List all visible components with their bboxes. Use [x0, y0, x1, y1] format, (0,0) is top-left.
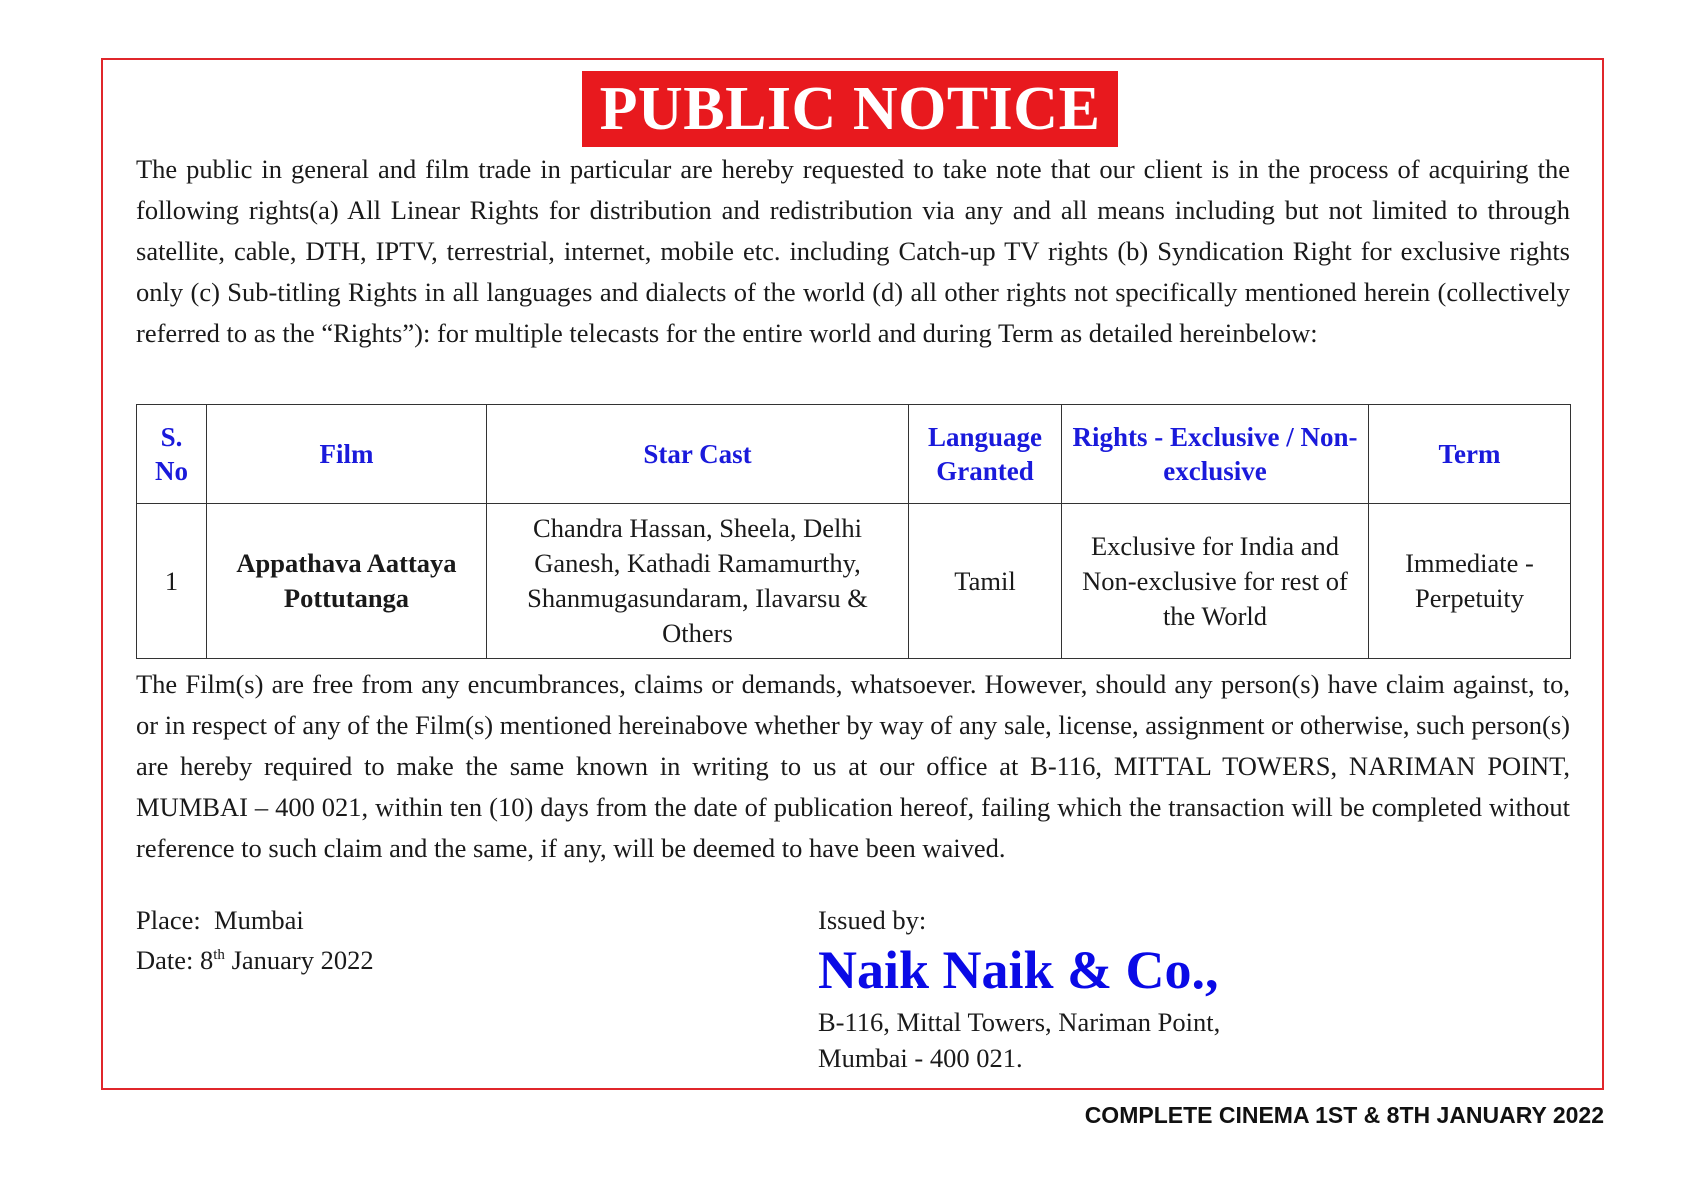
issued-by-label: Issued by: — [818, 905, 927, 935]
cell-language: Tamil — [909, 504, 1062, 659]
date-suffix: th — [213, 947, 225, 964]
cell-film: Appathava Aattaya Pottutanga — [207, 504, 487, 659]
header-rights: Rights - Exclusive / Non-exclusive — [1062, 405, 1369, 504]
cell-star-cast: Chandra Hassan, Sheela, Delhi Ganesh, Kathadi Ramamurthy, Shanmugasundaram, Ilavarsu & Others — [487, 504, 909, 659]
date-label: Date: — [136, 945, 194, 975]
place-value: Mumbai — [214, 905, 304, 935]
header-film: Film — [207, 405, 487, 504]
place-date-block — [136, 900, 374, 980]
intro-paragraph: The public in general and film trade in particular are hereby requested to take note that our client is in the process of acquiring the following rights(a) All Linear Rights for distribution and redistribution via any and all means including but not limited to through satellite, cable, DTH, IPTV, terrestrial, internet, mobile etc. including Catch-up TV rights (b) Syndication Right for exclusive rights only (c) Sub-titling Rights in all languages and dialects of the world (d) all other rights not specifically mentioned herein (collectively referred to as the “Rights”): for multiple telecasts for the entire world and during Term as detailed hereinbelow: — [136, 154, 1570, 348]
place-line — [136, 900, 374, 940]
cell-sno: 1 — [137, 504, 207, 659]
header-term: Term — [1369, 405, 1571, 504]
cell-term: Immediate - Perpetuity — [1369, 504, 1571, 659]
header-star-cast: Star Cast — [487, 405, 909, 504]
table-row — [137, 504, 1571, 659]
address-line-2: Mumbai - 400 021. — [818, 1043, 1023, 1073]
date-line — [136, 940, 374, 980]
title-container — [0, 71, 1700, 147]
firm-address — [818, 1004, 1220, 1076]
films-table — [136, 404, 1571, 659]
notice-title: PUBLIC NOTICE — [582, 71, 1119, 147]
date-rest: January 2022 — [231, 945, 374, 975]
firm-name: Naik Naik & Co., — [818, 940, 1219, 1000]
publication-footer: COMPLETE CINEMA 1ST & 8TH JANUARY 2022 — [1084, 1102, 1604, 1128]
header-sno: S. No — [137, 405, 207, 504]
table-header-row — [137, 405, 1571, 504]
address-line-1: B-116, Mittal Towers, Nariman Point, — [818, 1007, 1221, 1037]
header-language: Language Granted — [909, 405, 1062, 504]
closing-paragraph: The Film(s) are free from any encumbrances, claims or demands, whatsoever. However, should any person(s) have claim against, to, or in respect of any of the Film(s) mentioned hereinabove whether by way of any sale, license, assignment or otherwise, such person(s) are hereby required to make the same known in writing to us at our office at B-116, MITTAL TOWERS, NARIMAN POINT, MUMBAI – 400 021, within ten (10) days from the date of publication hereof, failing which the transaction will be completed without reference to such claim and the same, if any, will be deemed to have been waived. — [136, 669, 1570, 863]
cell-rights: Exclusive for India and Non-exclusive for rest of the World — [1062, 504, 1369, 659]
place-label: Place: — [136, 905, 201, 935]
date-day: 8 — [200, 945, 214, 975]
